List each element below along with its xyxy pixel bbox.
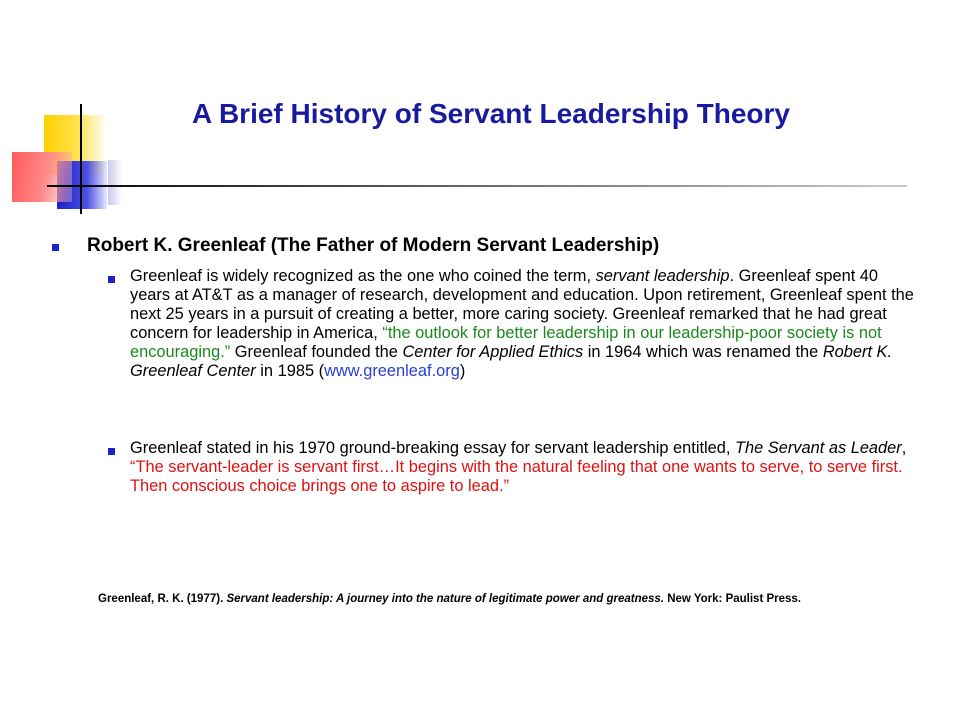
greenleaf-link[interactable]: www.greenleaf.org [324,362,460,380]
logo-shadow [108,160,122,205]
text: . Greenleaf spent 40 years at AT&T as a manager of research, development and education. Upon retirement, Greenleaf spent the next 25 years in a pursuit of creating a better, more caring society. Greenleaf remarked that he had great concern for leadership in America, [130,267,914,342]
text: Greenleaf, R. K. (1977). [98,593,227,605]
paragraph-servant-as-leader [130,439,920,496]
paragraph-greenleaf-background [130,267,920,381]
text: in 1985 ( [255,362,325,380]
green-quote: “the outlook for better leadership in our leadership-poor society is not encouraging.” [130,324,882,361]
title-underline [47,185,907,187]
slide-title: A Brief History of Servant Leadership Theory [192,98,790,129]
text-italic: The Servant as Leader [735,439,902,457]
bullet-icon [52,244,59,251]
bullet-icon [108,276,115,283]
text-italic: Servant leadership: A journey into the nature of legitimate power and greatness. [226,593,664,605]
text: in 1964 which was renamed the [583,343,823,361]
bullet-icon [108,448,115,455]
text: Greenleaf stated in his 1970 ground-breaking essay for servant leadership entitled, [130,439,735,457]
logo-vertical-line [80,104,82,214]
text-italic: servant leadership [595,267,730,285]
logo-red-square [12,152,72,202]
text-italic: Center for Applied Ethics [402,343,584,361]
text: New York: Paulist Press. [664,593,801,605]
reference-citation [98,593,801,605]
text: , [901,439,907,457]
text: Greenleaf founded the [230,343,403,361]
text: Greenleaf is widely recognized as the one who coined the term, [130,267,596,285]
red-quote: “The servant-leader is servant first…It begins with the natural feeling that one wants to serve, to serve first. Then conscious choice brings one to aspire to lead.” [130,458,903,495]
text-italic: Robert K. Greenleaf Center [130,343,893,380]
text: ) [459,362,466,380]
section-heading: Robert K. Greenleaf (The Father of Modern Servant Leadership) [87,235,660,256]
